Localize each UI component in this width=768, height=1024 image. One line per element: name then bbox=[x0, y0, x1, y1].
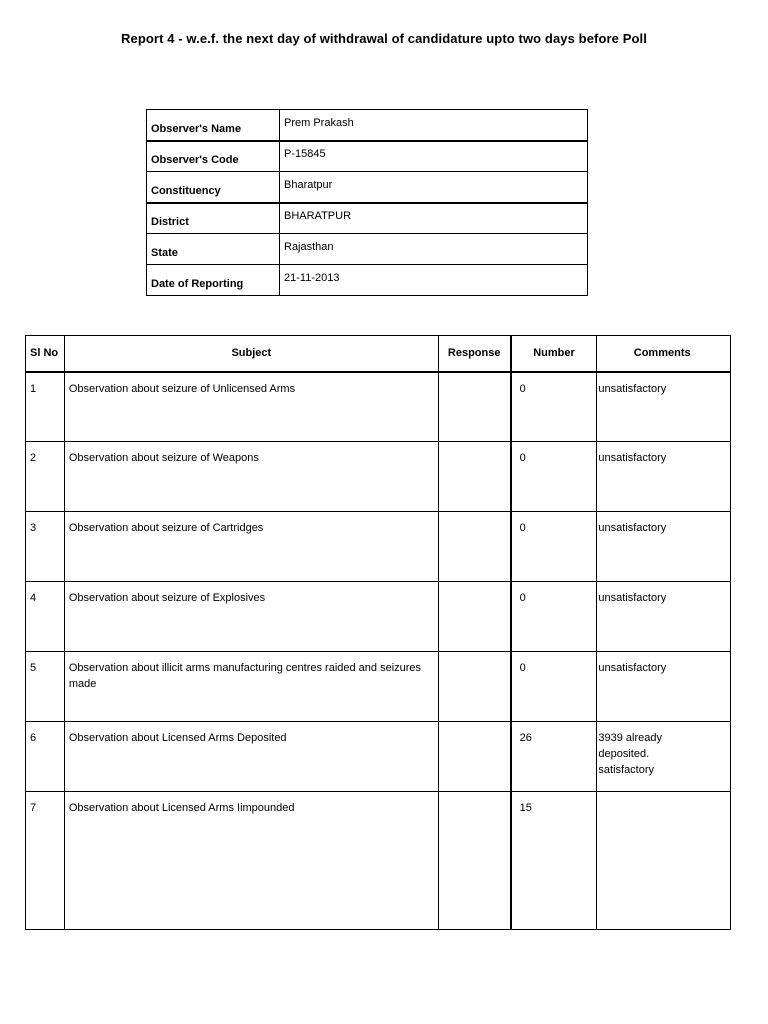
cell-number: 0 bbox=[511, 582, 597, 652]
cell-number: 0 bbox=[511, 652, 597, 722]
info-row-constituency bbox=[147, 172, 588, 203]
table-row bbox=[26, 442, 731, 512]
info-label bbox=[147, 265, 280, 296]
info-value bbox=[280, 172, 588, 203]
comment-text: unsatisfactory bbox=[598, 382, 667, 395]
table-header-row bbox=[26, 336, 731, 372]
cell-response bbox=[438, 722, 510, 792]
cell-comments bbox=[597, 792, 731, 930]
table-row bbox=[26, 372, 731, 442]
cell-comments bbox=[597, 372, 731, 442]
page-title: Report 4 - w.e.f. the next day of withdrawal of candidature upto two days before Poll bbox=[121, 31, 647, 46]
cell-response bbox=[438, 442, 510, 512]
cell-response bbox=[438, 372, 510, 442]
cell-response bbox=[438, 792, 510, 930]
comment-text: 3939 already deposited. satisfactory bbox=[598, 732, 662, 776]
cell-number: 0 bbox=[511, 372, 597, 442]
header-sl-no: Sl No bbox=[26, 336, 65, 372]
info-value bbox=[280, 141, 588, 172]
info-value bbox=[280, 110, 588, 141]
info-label-text: Constituency bbox=[151, 184, 221, 197]
comment-text: unsatisfactory bbox=[598, 522, 667, 534]
cell-subject: Observation about seizure of Unlicensed Arms bbox=[64, 372, 438, 442]
info-value-text: BHARATPUR bbox=[284, 210, 352, 223]
info-label bbox=[147, 110, 280, 141]
table-row bbox=[26, 582, 731, 652]
info-label-text: Date of Reporting bbox=[151, 278, 244, 290]
observations-table bbox=[25, 335, 731, 930]
cell-sl-no: 1 bbox=[26, 372, 65, 442]
cell-sl-no: 2 bbox=[26, 442, 65, 512]
comment-text: unsatisfactory bbox=[598, 662, 667, 674]
info-value bbox=[280, 203, 588, 234]
cell-sl-no: 5 bbox=[26, 652, 65, 722]
cell-subject: Observation about Licensed Arms Iimpounded bbox=[64, 792, 438, 930]
info-value-text: P-15845 bbox=[284, 148, 326, 161]
cell-sl-no: 7 bbox=[26, 792, 65, 930]
cell-number: 15 bbox=[511, 792, 597, 930]
comment-text: unsatisfactory bbox=[598, 452, 667, 464]
cell-response bbox=[438, 652, 510, 722]
info-label-text: District bbox=[151, 216, 189, 229]
info-label bbox=[147, 172, 280, 203]
info-label-text: Observer's Code bbox=[151, 154, 239, 167]
info-label bbox=[147, 203, 280, 234]
cell-number: 0 bbox=[511, 442, 597, 512]
info-row-date-of-reporting bbox=[147, 265, 588, 296]
cell-response bbox=[438, 512, 510, 582]
cell-sl-no: 4 bbox=[26, 582, 65, 652]
cell-sl-no: 6 bbox=[26, 722, 65, 792]
table-row bbox=[26, 722, 731, 792]
cell-sl-no: 3 bbox=[26, 512, 65, 582]
info-label-text: State bbox=[151, 247, 178, 259]
info-value bbox=[280, 265, 588, 296]
comment-text: unsatisfactory bbox=[598, 592, 667, 604]
info-row-observer-code bbox=[147, 141, 588, 172]
cell-comments bbox=[597, 652, 731, 722]
table-row bbox=[26, 652, 731, 722]
cell-subject: Observation about seizure of Cartridges bbox=[64, 512, 438, 582]
cell-subject: Observation about seizure of Explosives bbox=[64, 582, 438, 652]
cell-comments bbox=[597, 722, 731, 792]
table-row bbox=[26, 792, 731, 930]
cell-subject: Observation about seizure of Weapons bbox=[64, 442, 438, 512]
info-value-text: Rajasthan bbox=[284, 241, 334, 253]
info-label bbox=[147, 141, 280, 172]
info-row-state bbox=[147, 234, 588, 265]
cell-subject: Observation about illicit arms manufacturing centres raided and seizures made bbox=[64, 652, 438, 722]
info-value-text: 21-11-2013 bbox=[284, 272, 340, 284]
cell-number: 0 bbox=[511, 512, 597, 582]
info-label-text: Observer's Name bbox=[151, 122, 242, 135]
cell-number: 26 bbox=[511, 722, 597, 792]
info-label bbox=[147, 234, 280, 265]
header-response: Response bbox=[438, 336, 510, 372]
cell-subject: Observation about Licensed Arms Deposited bbox=[64, 722, 438, 792]
info-row-district bbox=[147, 203, 588, 234]
cell-comments bbox=[597, 442, 731, 512]
header-comments: Comments bbox=[597, 336, 731, 372]
info-row-observer-name bbox=[147, 110, 588, 141]
info-value bbox=[280, 234, 588, 265]
header-subject: Subject bbox=[64, 336, 438, 372]
info-value-text: Prem Prakash bbox=[284, 116, 354, 129]
info-value-text: Bharatpur bbox=[284, 178, 333, 191]
header-number: Number bbox=[511, 336, 597, 372]
table-row bbox=[26, 512, 731, 582]
cell-response bbox=[438, 582, 510, 652]
observer-info-table bbox=[146, 109, 588, 296]
cell-comments bbox=[597, 512, 731, 582]
cell-comments bbox=[597, 582, 731, 652]
